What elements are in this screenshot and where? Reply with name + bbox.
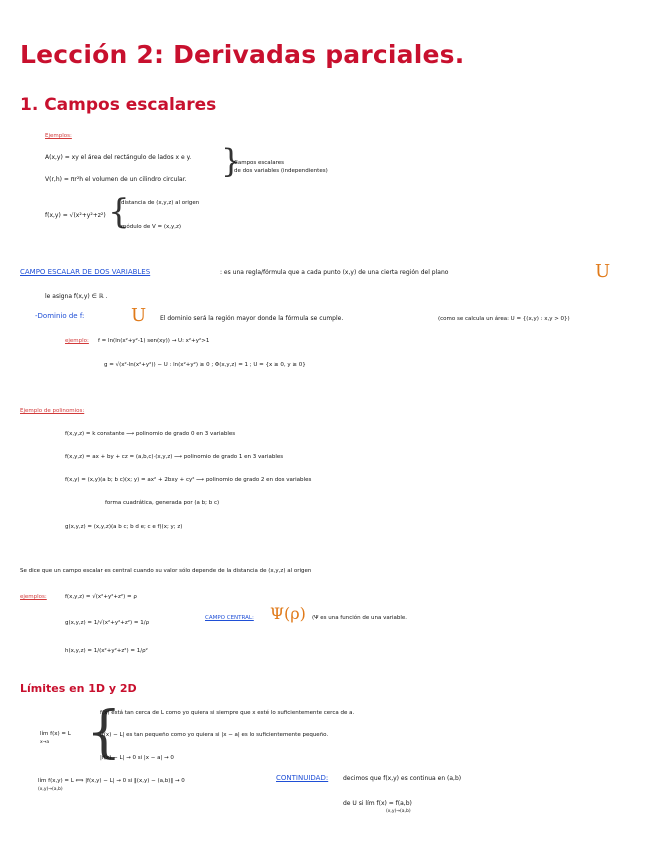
brace-left: { [108,192,130,232]
domain-U: U [131,305,147,326]
central-example-h: h(x,y,z) = 1/(x²+y²+z²) = 1/ρ² [65,648,148,654]
central-example-g: g(x,y,z) = 1/√(x²+y²+z²) = 1/ρ [65,620,150,626]
domain-example-2: g = √(x²-ln(x²+y²)) − U : ln(x²+y²) ≥ 0 ; Φ(x,y,z) = 1 ; U = {x ≥ 0, y ≥ 0} [104,362,306,368]
domain-note: (como se calcula un área: U = {(x,y) : x,y > 0}) [438,316,570,322]
polynomial-matrix: g(x,y,z) = (x,y,z)(a b c; b d e; c e f)(x; y; z) [65,524,183,530]
central-definition: Se dice que un campo escalar es central cuando su valor sólo depende de la distancia de (x,y,z) al origen [20,568,312,574]
brace-limits: { [86,700,122,765]
brace: } [221,142,242,180]
domain-example-label: ejemplo: [65,338,89,344]
limit-condition-2: |f(x) − L| es tan pequeño como yo quiera si |x − a| es lo suficientemente pequeño. [100,732,329,738]
brace-note-1: Campos escalares [234,160,284,166]
limit-1d: lím f(x) = L [40,731,71,737]
polynomial-degree-2: f(x,y) = (x,y)(a b; b c)(x; y) = ax² + 2bxy + cy² ⟶ polinomio de grado 2 en dos variables [65,477,312,483]
limit-condition-1: f(x) está tan cerca de L como yo quiera si siempre que x esté lo suficientemente cerca de a. [100,710,355,716]
section-heading-limits: Límites en 1D y 2D [20,682,137,695]
limit-2d-sub: (x,y)→(a,b) [38,787,63,792]
psi-note: (Ψ es una función de una variable. [312,615,408,621]
domain-label: -Dominio de f: [35,312,85,320]
definition-label: CAMPO ESCALAR DE DOS VARIABLES [20,268,151,276]
section-heading-campos-escalares: 1. Campos escalares [20,95,217,115]
polynomial-degree-0: f(x,y,z) = k constante ⟶ polinomio de grado 0 en 3 variables [65,431,236,437]
polynomials-label: Ejemplo de polinomios: [20,408,85,414]
quadratic-form-note: forma cuadrática, generada por (a b; b c) [105,500,220,506]
brace-note-2: de dos variables (independientes) [234,168,328,174]
distance-note-2: módulo de V = (x,y,z) [121,224,182,230]
domain-example-1: f = ln(ln(x²+y²-1) sen(xy)) → U: x²+y²>1 [98,338,210,344]
page-title: Lección 2: Derivadas parciales. [20,40,465,69]
continuity-sub: (x,y)→(a,b) [386,809,411,814]
example-area: A(x,y) = xy el área del rectángulo de lados x e y. [45,154,192,161]
example-distance: f(x,y) = √(x²+y²+z²) [45,212,106,219]
central-examples-label: ejemplos: [20,594,47,600]
psi-symbol: Ψ(ρ) [270,604,306,623]
limit-1d-sub: x→a [40,740,50,745]
polynomial-degree-1: f(x,y,z) = ax + by + cz = (a,b,c)·(x,y,z) ⟶ polinomio de grado 1 en 3 variables [65,454,284,460]
continuity-label: CONTINUIDAD: [276,774,329,782]
definition-text: : es una regla/fórmula que a cada punto (x,y) de una cierta región del plano [220,269,449,276]
continuity-text: decimos que f(x,y) es continua en (a,b) [343,775,462,782]
examples-label: Ejemplos: [45,133,72,139]
central-field-label: CAMPO CENTRAL: [205,615,254,621]
region-U: U [595,261,611,282]
limit-2d: lím f(x,y) = L ⟺ |f(x,y) − L| → 0 si ‖(x,y) − (a,b)‖ → 0 [38,778,185,784]
continuity-text-2: de U si lím f(x) = f(a,b) [343,800,412,807]
example-volume: V(r,h) = πr²h el volumen de un cilindro circular. [45,176,187,183]
domain-text: El dominio será la región mayor donde la fórmula se cumple. [160,315,344,322]
limit-condition-3: |f(x) − L| → 0 si |x − a| → 0 [100,755,174,761]
central-example-f: f(x,y,z) = √(x²+y²+z²) = ρ [65,594,137,600]
distance-note-1: distancia de (x,y,z) al origen [121,200,200,206]
definition-text-2: le asigna f(x,y) ∈ ℝ . [45,293,108,300]
